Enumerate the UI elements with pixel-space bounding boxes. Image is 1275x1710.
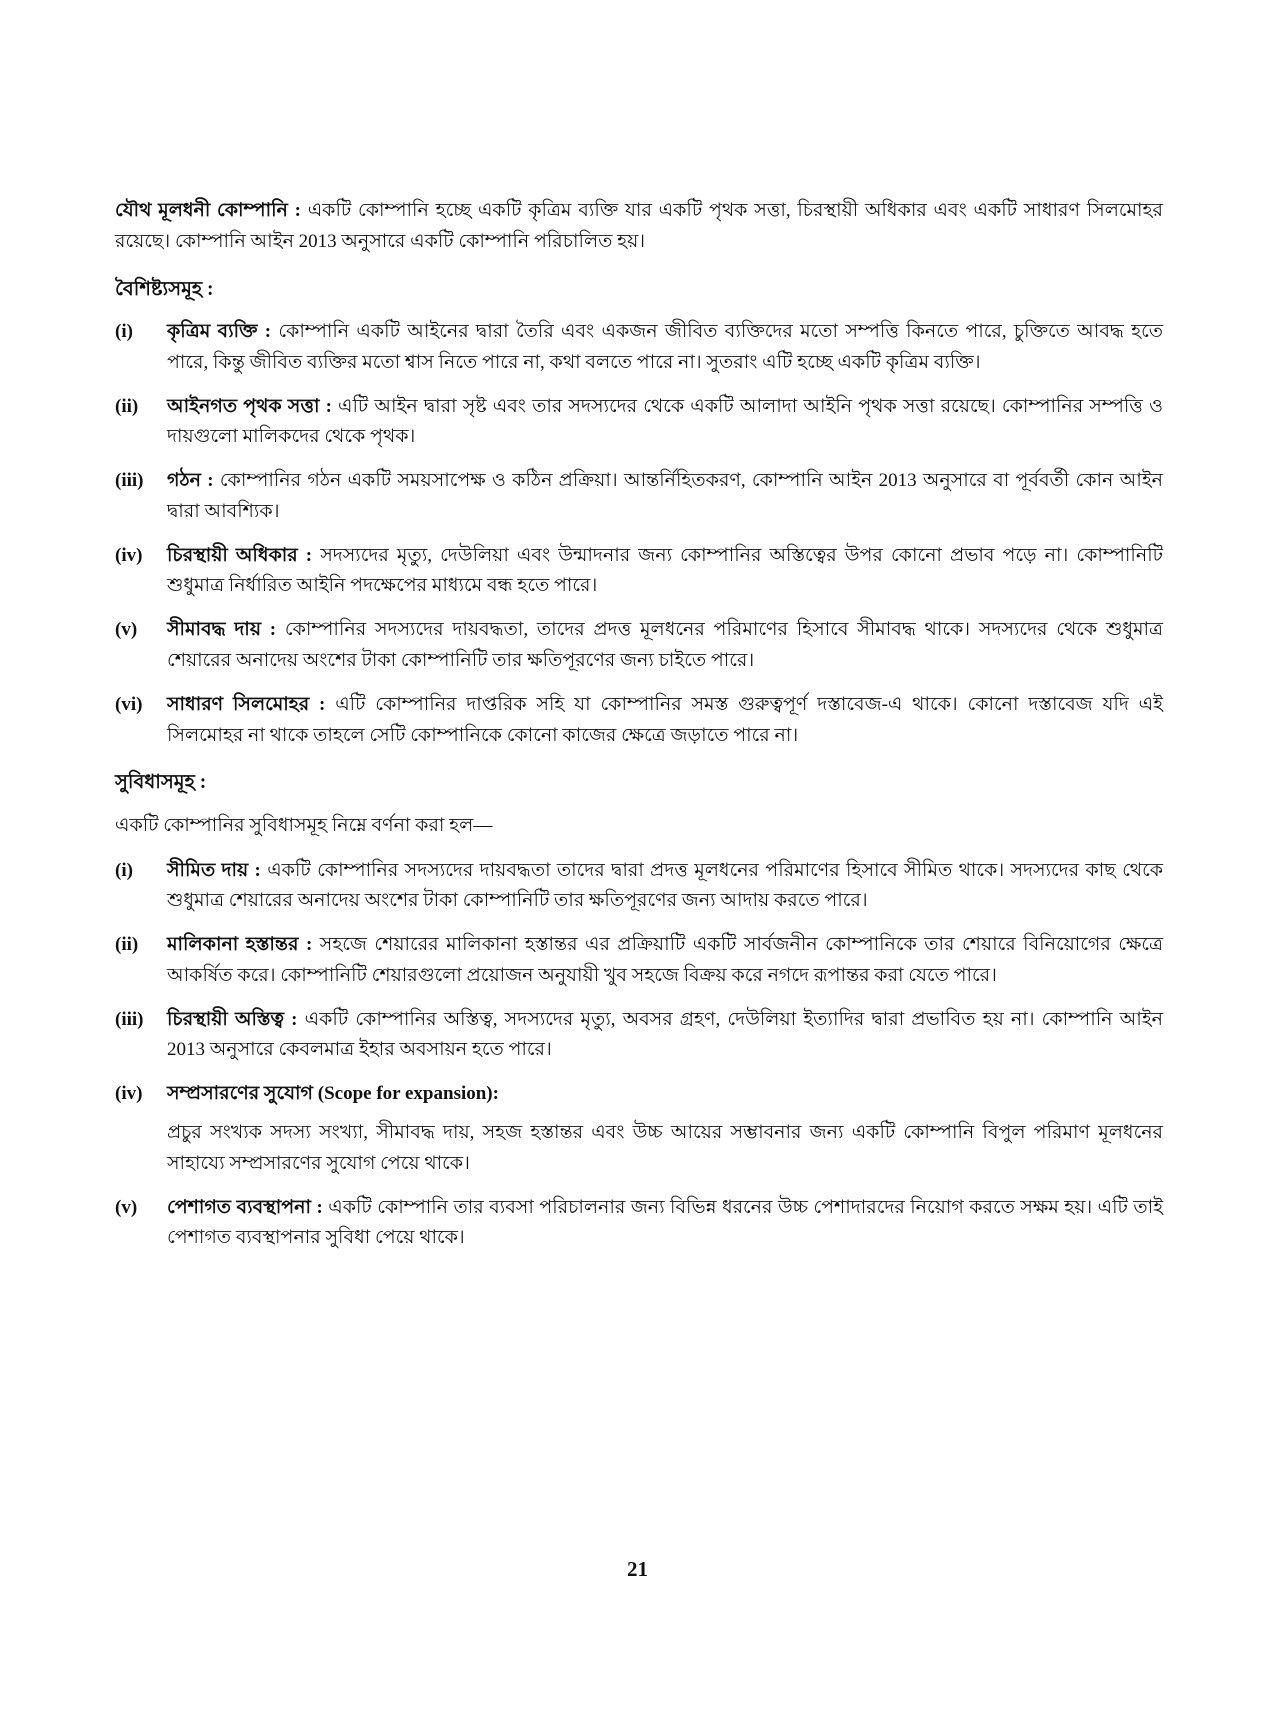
item-marker: (i): [115, 859, 133, 881]
item-text: এটি কোম্পানির দাপ্তরিক সহি যা কোম্পানির সমস্ত গুরুত্বপূর্ণ দস্তাবেজ-এ থাকে। কোনো দস্তাবেজ যদি এই সিলমোহর না থাকে তাহলে সেটি কোম্পানিকে কোনো কাজের ক্ষেত্রে জড়াতে পারে না।: [167, 693, 1163, 746]
intro-lead: যৌথ মূলধনী কোম্পানি :: [115, 200, 301, 221]
item-lead: মালিকানা হস্তান্তর :: [167, 934, 313, 956]
item-lead: আইনগত পৃথক সত্তা :: [167, 395, 332, 417]
item-lead: সম্প্রসারণের সুযোগ (Scope for expansion):: [167, 1083, 499, 1105]
list-item: [115, 1005, 1163, 1067]
item-lead: চিরস্থায়ী অধিকার :: [167, 544, 313, 566]
list-item: [115, 615, 1163, 677]
list-item: [115, 690, 1163, 752]
item-content: [167, 1005, 1163, 1067]
features-heading: বৈশিষ্ট্যসমূহ :: [115, 278, 214, 300]
intro-paragraph: [115, 196, 1163, 258]
item-text: কোম্পানির গঠন একটি সময়সাপেক্ষ ও কঠিন প্রক্রিয়া। আন্তর্নিহিতকরণ, কোম্পানি আইন 2013 অনুসারে বা পূর্ববর্তী কোন আইন দ্বারা আবশ্যিক।: [167, 470, 1164, 522]
list-item: [115, 856, 1163, 918]
page-number: 21: [627, 1557, 648, 1581]
item-marker: (vi): [115, 693, 143, 715]
item-lead: গঠন :: [167, 470, 214, 492]
item-content: [167, 317, 1163, 379]
item-text: এটি আইন দ্বারা সৃষ্ট এবং তার সদস্যদের থেকে একটি আলাদা আইনি পৃথক সত্তা রয়েছে। কোম্পানির সম্পত্তি ও দায়গুলো মালিকদের থেকে পৃথক।: [167, 395, 1163, 448]
list-item: [115, 541, 1163, 603]
item-text: একটি কোম্পানির অস্তিত্ব, সদস্যদের মৃত্যু, অবসর গ্রহণ, দেউলিয়া ইত্যাদির দ্বারা প্রভাবিত হয় না। কোম্পানি আইন 2013 অনুসারে কেবলমাত্র ইহার অবসায়ন হতে পারে।: [167, 1008, 1163, 1061]
item-marker: (iii): [115, 1008, 144, 1030]
item-lead: সীমাবদ্ধ দায় :: [167, 619, 277, 641]
item-content: [167, 1193, 1163, 1255]
item-content: [167, 615, 1163, 677]
list-item: [115, 317, 1163, 379]
item-marker: (iv): [115, 1083, 143, 1105]
item-body: প্রচুর সংখ্যক সদস্য সংখ্যা, সীমাবদ্ধ দায়, সহজ হস্তান্তর এবং উচ্চ আয়ের সম্ভাবনার জন্য একটি কোম্পানি বিপুল পরিমাণ মূলধনের সাহায্যে সম্প্রসারণের সুযোগ পেয়ে থাকে।: [167, 1122, 1163, 1174]
item-text: একটি কোম্পানি তার ব্যবসা পরিচালনার জন্য বিভিন্ন ধরনের উচ্চ পেশাদারদের নিয়োগ করতে সক্ষম হয়। এটি তাই পেশাগত ব্যবস্থাপনার সুবিধা পেয়ে থাকে।: [167, 1196, 1163, 1249]
intro-text: একটি কোম্পানি হচ্ছে একটি কৃত্রিম ব্যক্তি যার একটি পৃথক সত্তা, চিরস্থায়ী অধিকার এবং একটি সাধারণ সিলমোহর রয়েছে। কোম্পানি আইন 2013 অনুসারে একটি কোম্পানি পরিচালিত হয়।: [115, 200, 1163, 252]
item-content: [167, 856, 1163, 918]
item-marker: (v): [115, 1196, 138, 1218]
list-item: [115, 1079, 1163, 1179]
item-text: কোম্পানি একটি আইনের দ্বারা তৈরি এবং একজন জীবিত ব্যক্তিদের মতো সম্পত্তি কিনতে পারে, চুক্তিতে আবদ্ধ হতে পারে, কিন্তু জীবিত ব্যক্তির মতো শ্বাস নিতে পারে না, কথা বলতে পারে না। সুতরাং এটি হচ্ছে একটি কৃত্রিম ব্যক্তি।: [167, 321, 1163, 373]
item-text: সহজে শেয়ারের মালিকানা হস্তান্তর এর প্রক্রিয়াটি একটি সার্বজনীন কোম্পানিকে তার শেয়ারে বিনিয়োগের ক্ষেত্রে আকর্ষিত করে। কোম্পানিটি শেয়ারগুলো প্রয়োজন অনুযায়ী খুব সহজে বিক্রয় করে নগদে রূপান্তর করা যেতে পারে।: [167, 934, 1164, 986]
item-text: কোম্পানির সদস্যদের দায়বদ্ধতা, তাদের প্রদত্ত মূলধনের পরিমাণের হিসাবে সীমাবদ্ধ থাকে। সদস্যদের থেকে শুধুমাত্র শেয়ারের অনাদেয় অংশের টাকা কোম্পানিটি তার ক্ষতিপূরণের জন্য চাইতে পারে।: [167, 619, 1164, 671]
item-marker: (ii): [115, 934, 139, 956]
list-item: [115, 1193, 1163, 1255]
item-content: [167, 1079, 1163, 1179]
advantages-heading: সুবিধাসমূহ :: [115, 772, 207, 794]
advantages-intro: একটি কোম্পানির সুবিধাসমূহ নিম্নে বর্ণনা করা হল—: [115, 814, 493, 836]
item-lead: পেশাগত ব্যবস্থাপনা :: [167, 1196, 323, 1218]
list-item: [115, 392, 1163, 454]
item-text: সদস্যদের মৃত্যু, দেউলিয়া এবং উন্মাদনার জন্য কোম্পানির অস্তিত্বের উপর কোনো প্রভাব পড়ে না। কোম্পানিটি শুধুমাত্র নির্ধারিত আইনি পদক্ষেপের মাধ্যমে বন্ধ হতে পারে।: [167, 544, 1163, 597]
list-item: [115, 466, 1163, 528]
item-lead: সীমিত দায় :: [167, 859, 261, 881]
item-content: [167, 541, 1163, 603]
item-marker: (iii): [115, 470, 144, 492]
list-item: [115, 930, 1163, 992]
item-marker: (ii): [115, 395, 139, 417]
item-marker: (v): [115, 619, 138, 641]
item-content: [167, 690, 1163, 752]
item-marker: (i): [115, 321, 133, 343]
item-marker: (iv): [115, 544, 143, 566]
item-lead: সাধারণ সিলমোহর :: [167, 693, 326, 715]
item-text: একটি কোম্পানির সদস্যদের দায়বদ্ধতা তাদের দ্বারা প্রদত্ত মূলধনের পরিমাণের হিসাবে সীমিত থাকে। সদস্যদের কাছ থেকে শুধুমাত্র শেয়ারের অনাদেয় অংশের টাকা কোম্পানিটি তার ক্ষতিপূরণের জন্য আদায় করতে পারে।: [167, 859, 1164, 912]
item-content: [167, 466, 1163, 528]
item-lead: চিরস্থায়ী অস্তিত্ব :: [167, 1008, 298, 1030]
item-content: [167, 392, 1163, 454]
item-lead: কৃত্রিম ব্যক্তি :: [167, 321, 272, 343]
item-content: [167, 930, 1163, 992]
